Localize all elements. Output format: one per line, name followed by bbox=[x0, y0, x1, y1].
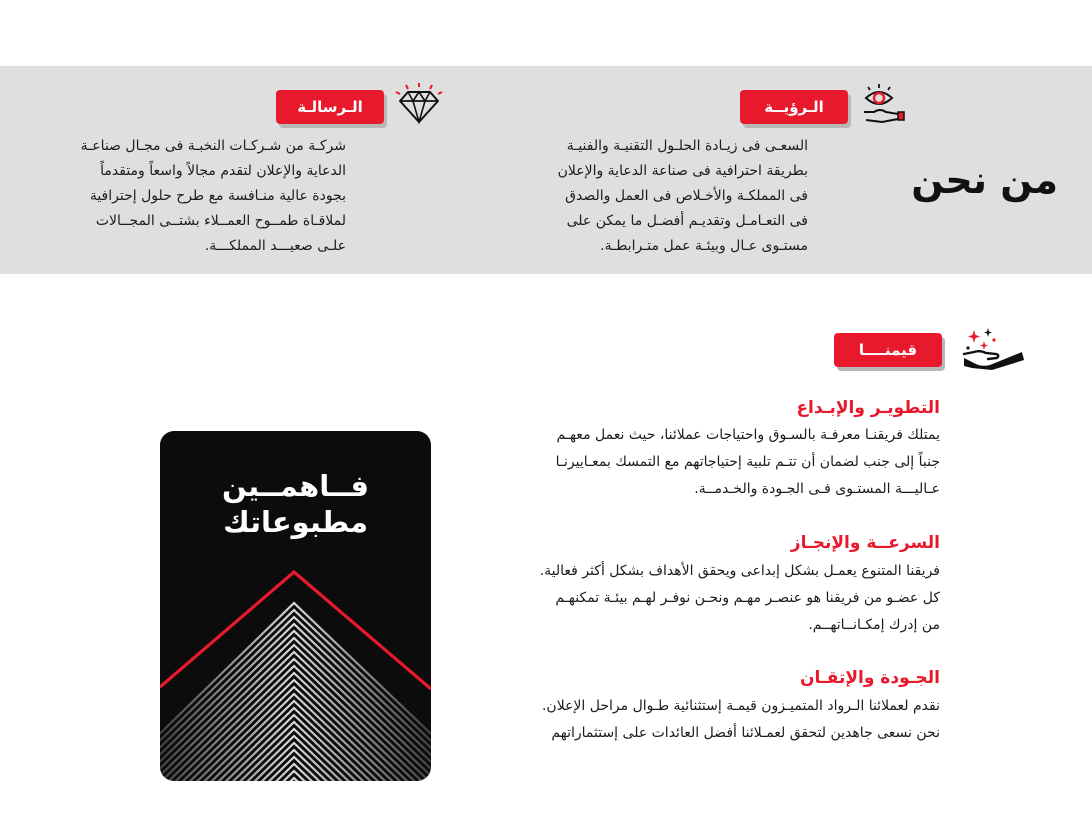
vision-line: فى المملكـة والأخـلاص فى العمل والصدق bbox=[565, 188, 808, 204]
value-title: التطويـر والإبـداع bbox=[796, 398, 940, 418]
vision-line: السعـى فى زيـادة الحلـول التقنيـة والفنيـة bbox=[566, 138, 808, 154]
value-title: الجـودة والإتقـان bbox=[800, 668, 940, 688]
pyramid-stripe bbox=[160, 701, 431, 781]
mission-line: لملاقـاة طمــوح العمــلاء بشتــى المجــالات bbox=[95, 213, 346, 229]
eye-hand-icon bbox=[858, 82, 908, 126]
poster-image bbox=[160, 431, 431, 781]
pyramid-stripe bbox=[160, 645, 431, 781]
mission-line: بجودة عالية منـافسة مع طرح حلول إحترافية bbox=[89, 188, 346, 204]
diamond-icon bbox=[394, 82, 444, 126]
vision-text bbox=[512, 134, 808, 259]
value-text bbox=[468, 558, 940, 639]
value-line: كل عضـو من فريقنا هو عنصـر مهـم ونحـن نوفـر لهـم بيئـة تمكنهـم bbox=[555, 590, 940, 606]
value-line: يمتلك فريقنـا معرفـة بالسـوق واحتياجات عملائنا، حيث نعمل معهـم bbox=[556, 427, 940, 443]
vision-line: مستـوى عـال وبيئـة عمل متـرابطـة. bbox=[600, 238, 808, 254]
poster-line2: مطبوعاتك bbox=[223, 505, 368, 539]
value-text bbox=[468, 422, 940, 503]
mission-text bbox=[44, 134, 346, 259]
about-title: من نحن bbox=[911, 158, 1058, 202]
value-line: من إدرك إمكـانــاتهــم. bbox=[808, 617, 940, 633]
value-line: جنباً إلى جنب لضمان أن تتـم تلبية إحتياجاتهم مع التمسك بمعـاييرنـا bbox=[555, 454, 940, 470]
vision-line: فى التعـامـل وتقديـم أفضـل ما يمكن على bbox=[566, 213, 808, 229]
vision-line: بطريقة احترافية فى صناعة الدعاية والإعلان bbox=[557, 163, 808, 179]
values-label: قيمنــــا bbox=[834, 333, 942, 367]
value-text bbox=[468, 693, 940, 747]
value-line: نحن نسعى جاهدين لتحقق لعمـلائنا أفضل العائدات على إستثماراتهم bbox=[551, 725, 940, 741]
value-line: نقدم لعملائنا الـرواد المتميـزون قيمـة إستثنائية طـوال مراحل الإعلان. bbox=[541, 698, 940, 714]
poster-line1: فــاهمــين bbox=[221, 469, 369, 503]
value-line: فريقنا المتنوع يعمـل بشكل إبداعى ويحقق الأهداف بشكل أكثر فعالية. bbox=[539, 563, 940, 579]
vision-label: الـرؤيــة bbox=[740, 90, 848, 124]
mission-line: علـى صعيـــد المملكـــة. bbox=[204, 238, 346, 254]
mission-line: شركـة من شـركـات النخبـة فى مجـال صناعـة bbox=[80, 138, 346, 154]
value-title: السرعــة والإنجـاز bbox=[790, 533, 940, 553]
mission-line: الدعاية والإعلان لتقدم مجالاً واسعاً ومتقدماً bbox=[100, 163, 346, 179]
mission-label: الـرسالـة bbox=[276, 90, 384, 124]
value-line: عـاليـــة المستـوى فـى الجـودة والخـدمــة. bbox=[694, 481, 940, 497]
sparkle-hand-icon bbox=[962, 326, 1026, 370]
